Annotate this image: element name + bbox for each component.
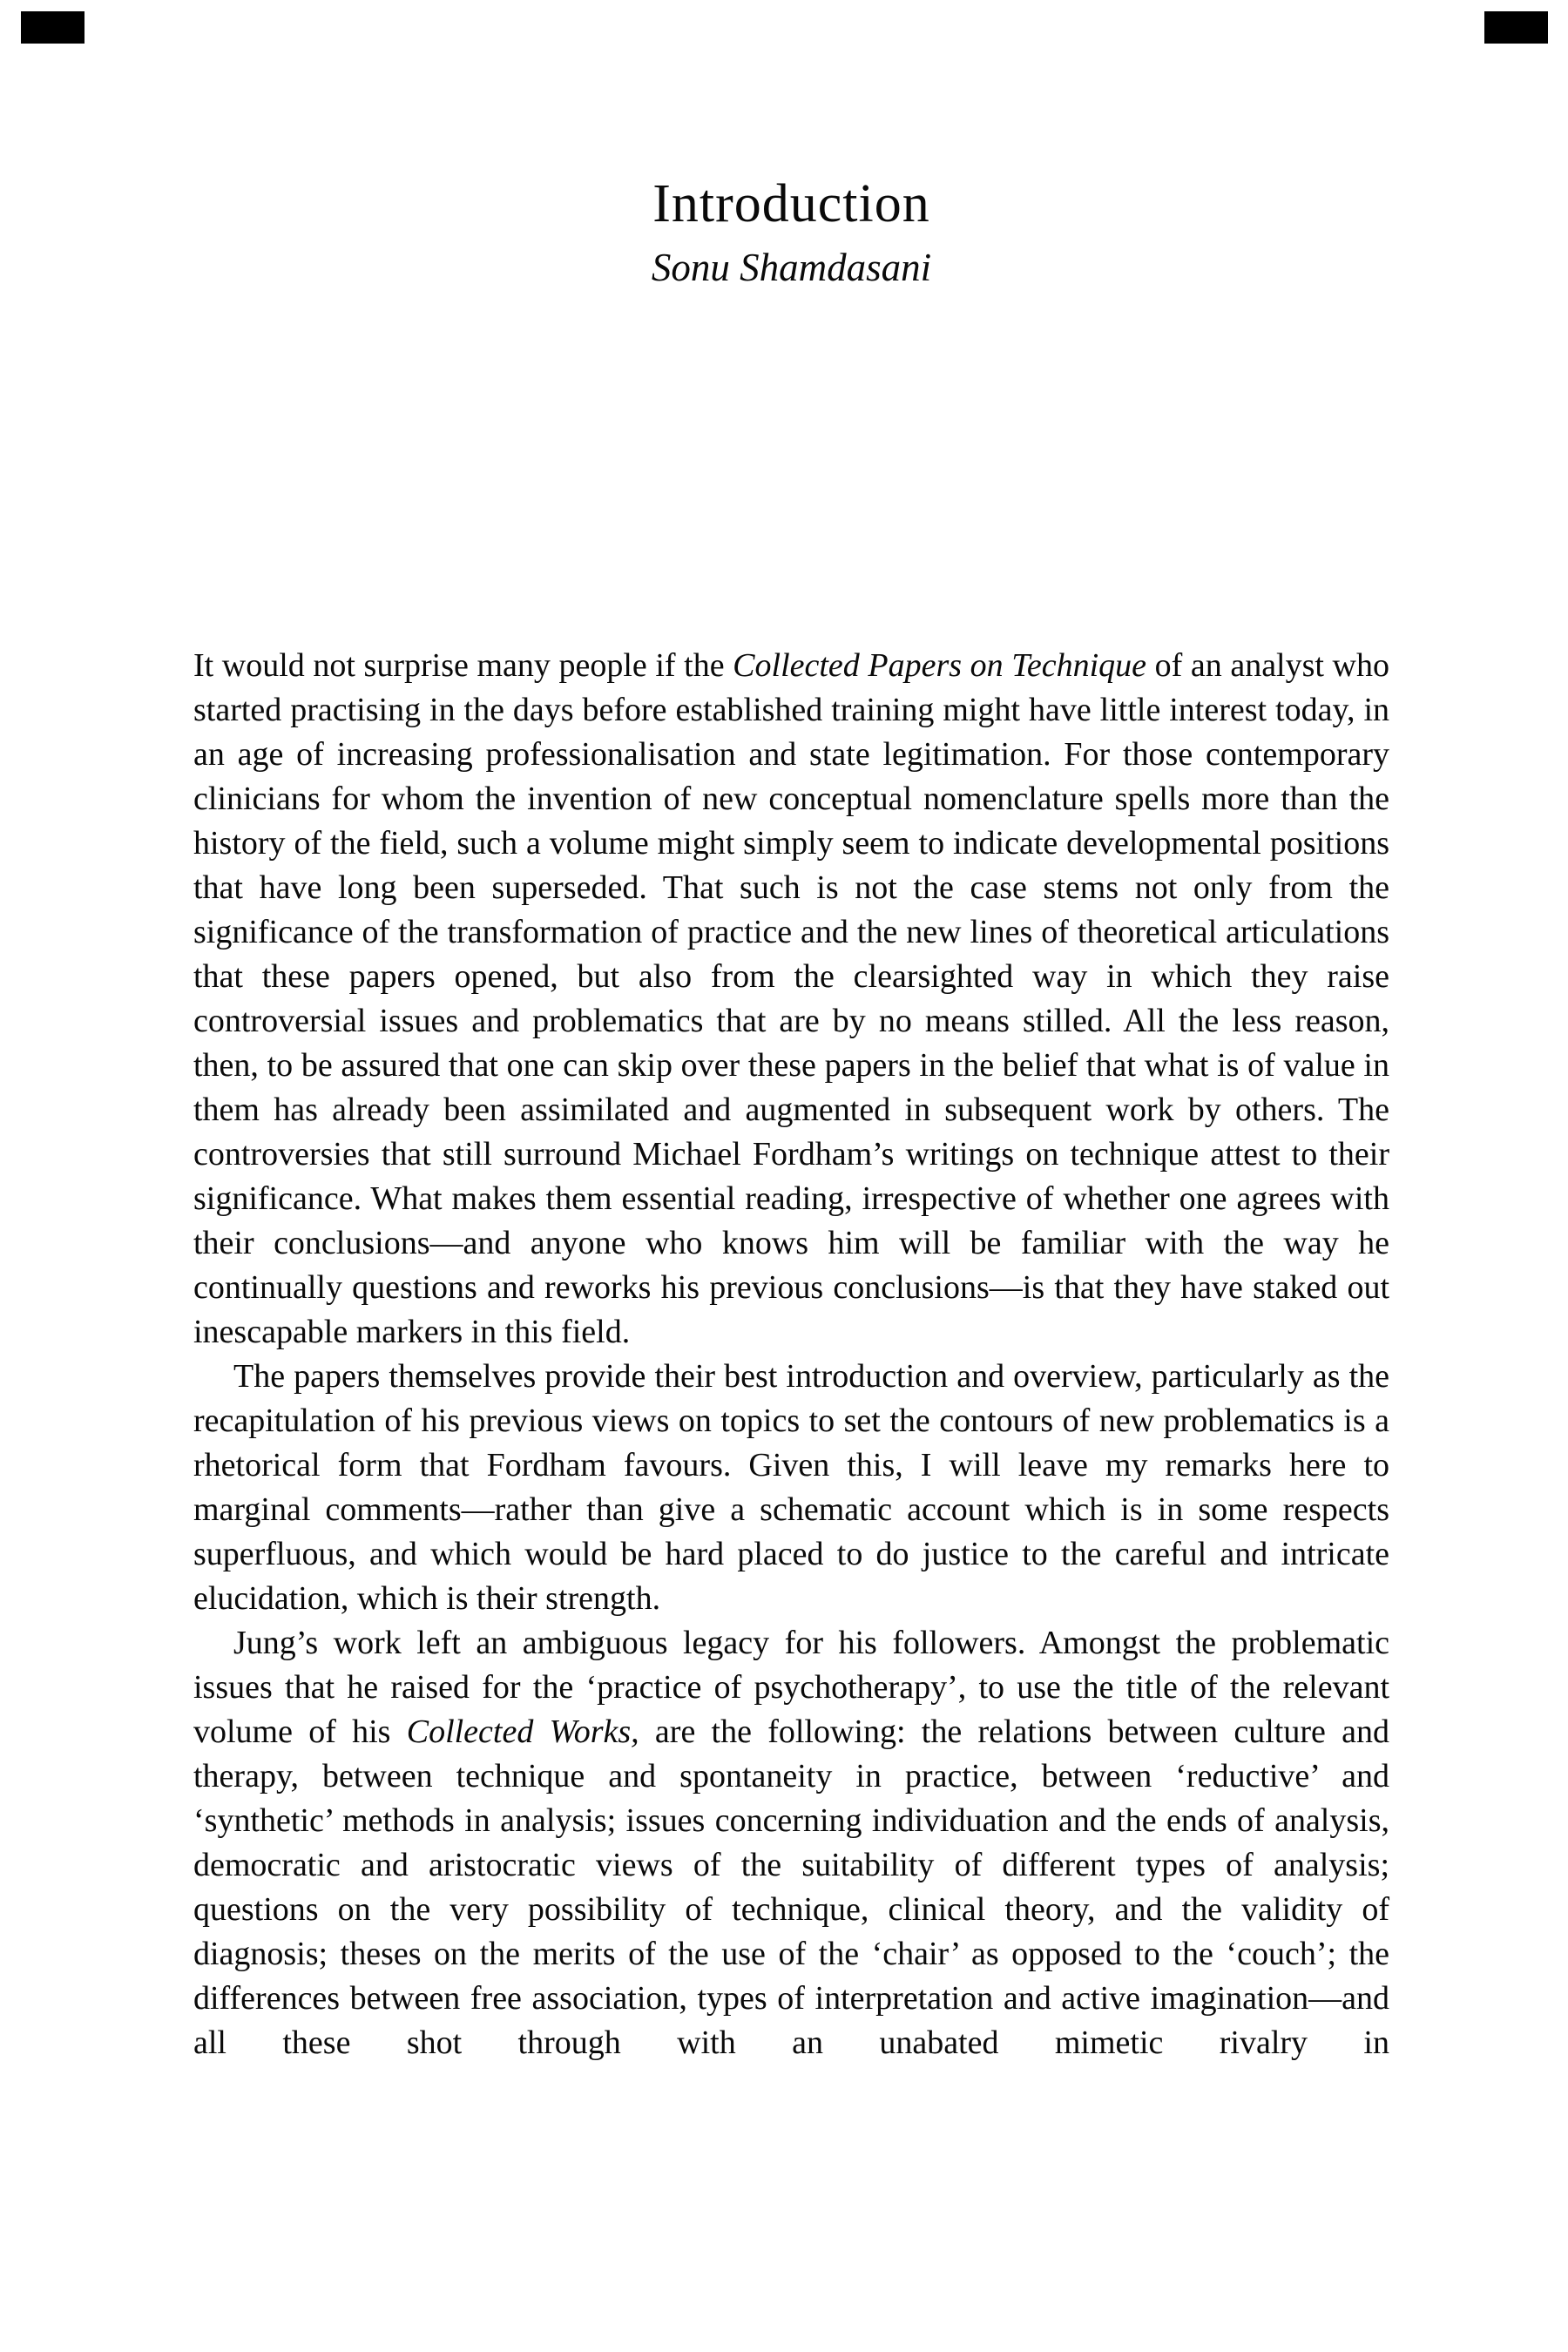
body-text-segment: Jung’s work left an ambiguous legacy for his followers. Amongst the problematic issues that he raised for the ‘practice of psychotherapy’, to use the title of the relevant volume of his (193, 1624, 1389, 1750)
body-text-segment: are the following: the relations between culture and therapy, between technique and spontaneity in practice, between ‘reductive’ and ‘synthetic’ methods in analysis; issues concerning individuation and the ends of analysis, democratic and aristocratic views of the suitability of different types of analysis; questions on the very possibility of technique, clinical theory, and the validity of diagnosis; theses on the merits of the use of the ‘chair’ as opposed to the ‘couch’; the differences between free association, types of interpretation and active imagination—and all these shot through with an unabated mimetic rivalry in (193, 1713, 1389, 2061)
author-name: Sonu Shamdasani (651, 246, 932, 290)
body-text-segment: It would not surprise many people if the (193, 646, 733, 684)
document-body (193, 644, 1389, 2065)
scan-mark-top-right (1484, 11, 1548, 44)
body-text-segment: of an analyst who started practising in the days before established training might have little interest today, in an age of increasing professionalisation and state legitimation. For those contemporary clinicians for whom the invention of new conceptual nomenclature spells more than the history of the field, such a volume might simply seem to indicate developmental positions that have long been superseded. That such is not the case stems not only from the significance of the transformation of practice and the new lines of theoretical articulations that these papers opened, but also from the clearsighted way in which they raise controversial issues and problematics that are by no means stilled. All the less reason, then, to be assured that one can skip over these papers in the belief that what is of value in them has already been assimilated and augmented in subsequent work by others. The controversies that still surround Michael Fordham’s writings on technique attest to their significance. What makes them essential reading, irrespective of whether one agrees with their conclusions—and anyone who knows him will be familiar with the way he continually questions and reworks his previous conclusions—is that they have staked out inescapable markers in this field. (193, 646, 1389, 1350)
heading-block (193, 0, 1389, 291)
paragraph-2 (193, 1355, 1389, 1621)
scan-mark-top-left (21, 11, 84, 44)
chapter-title: Introduction (652, 174, 930, 233)
italic-book-title: Collected Papers on Technique (733, 646, 1147, 684)
italic-book-title: Collected Works, (406, 1713, 639, 1750)
paragraph-1 (193, 644, 1389, 1355)
body-text-segment: The papers themselves provide their best introduction and overview, particularly as the recapitulation of his previous views on topics to set the contours of new problematics is a rhetorical form that Fordham favours. Given this, I will leave my remarks here to marginal comments—rather than give a schematic account which is in some respects superfluous, and which would be hard placed to do justice to the careful and intricate elucidation, which is their strength. (193, 1357, 1389, 1617)
paragraph-3 (193, 1621, 1389, 2065)
